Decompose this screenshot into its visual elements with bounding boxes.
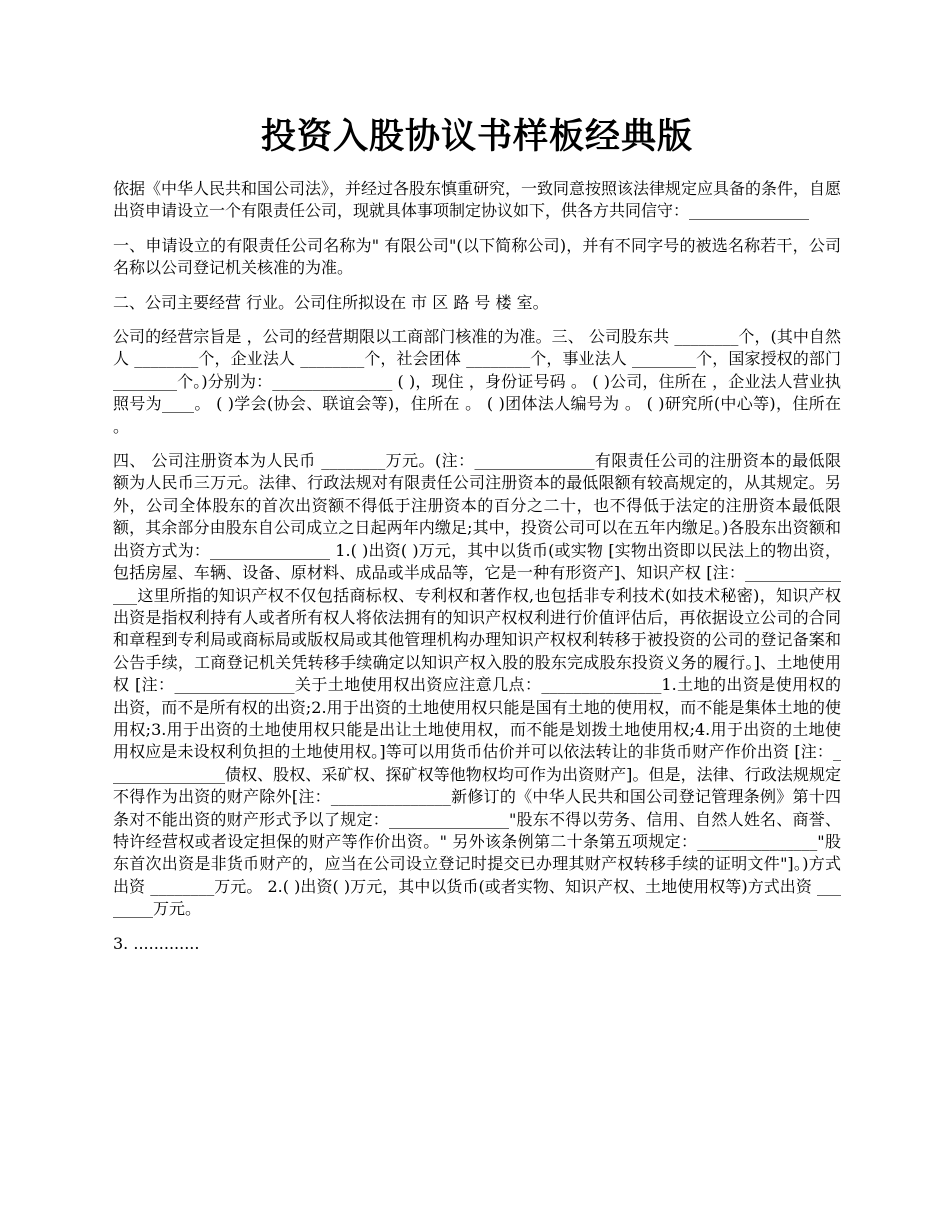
- clause-shareholders: 公司的经营宗旨是 ，公司的经营期限以工商部门核准的为准。三、 公司股东共 ________个，(其中自然人 ________个，企业法人 ________个，社会团体 ________个，事业法人 ________个，国家授权的部门 ________个。)分别为：_______________ ( )，现住 ，身份证号码 。 ( )公司，住所在 ，企业法人营业执照号为____。 ( )学会(协会、联谊会等)，住所在 。 ( )团体法人编号为 。 ( )研究所(中心等)，住所在 。: [113, 327, 841, 436]
- document-page: [113, 112, 841, 967]
- clause-registered-capital: 四、 公司注册资本为人民币 ________万元。(注：_______________有限责任公司的注册资本的最低限额为人民币三万元。法律、行政法规对有限责任公司注册资本的最低限额有较高规定的，从其规定。另外，公司全体股东的首次出资额不得低于注册资本的百分之二十，也不得低于法定的注册资本最低限额，其余部分由股东自公司成立之日起两年内缴足;其中，投资公司可以在五年内缴足。)各股东出资额和出资方式为：_______________ 1.( )出资( )万元，其中以货币(或实物 [实物出资即以民法上的物出资，包括房屋、车辆、设备、原材料、成品或半成品等，它是一种有形资产]、知识产权 [注：_______________这里所指的知识产权不仅包括商标权、专利权和著作权,也包括非专利技术(如技术秘密)，知识产权出资是指权利持有人或者所有权人将依法拥有的知识产权权利进行价值评估后，再依据设立公司的合同和章程到专利局或商标局或版权局或其他管理机构办理知识产权权利转移于被投资的公司的登记备案和公告手续，工商登记机关凭转移手续确定以知识产权入股的股东完成股东投资义务的履行。]、土地使用权 [注：_______________关于土地使用权出资应注意几点：_______________1.土地的出资是使用权的出资，而不是所有权的出资;2.用于出资的土地使用权只能是国有土地的使用权，而不能是集体土地的使用权;3.用于出资的土地使用权只能是出让土地使用权，而不能是划拨土地使用权;4.用于出资的土地使用权应是未设权利负担的土地使用权。]等可以用货币估价并可以依法转让的非货币财产作价出资 [注：_______________债权、股权、采矿权、探矿权等他物权均可作为出资财产]。但是，法律、行政法规规定不得作为出资的财产除外[注：_______________新修订的《中华人民共和国公司登记管理条例》第十四条对不能出资的财产形式予以了规定：_______________"股东不得以劳务、信用、自然人姓名、商誉、特许经营权或者设定担保的财产等作价出资。" 另外该条例第二十条第五项规定：_______________"股东首次出资是非货币财产的，应当在公司设立登记时提交已办理其财产权转移手续的证明文件"]。)方式出资 ________万元。 2.( )出资( )万元，其中以货币(或者实物、知识产权、土地使用权等)方式出资 ________万元。: [113, 451, 841, 919]
- intro-paragraph: 依据《中华人民共和国公司法》，并经过各股东慎重研究，一致同意按照该法律规定应具备的条件，自愿出资申请设立一个有限责任公司，现就具体事项制定协议如下，供各方共同信守：_______________: [113, 179, 842, 221]
- clause-continuation: 3. .............: [113, 933, 200, 953]
- clause-company-name: 一、申请设立的有限责任公司名称为" 有限公司"(以下简称公司)，并有不同字号的被选名称若干，公司名称以公司登记机关核准的为准。: [113, 235, 841, 278]
- document-title: 投资入股协议书样板经典版: [260, 116, 693, 157]
- clause-business-scope: 二、公司主要经营 行业。公司住所拟设在 市 区 路 号 楼 室。: [113, 292, 549, 312]
